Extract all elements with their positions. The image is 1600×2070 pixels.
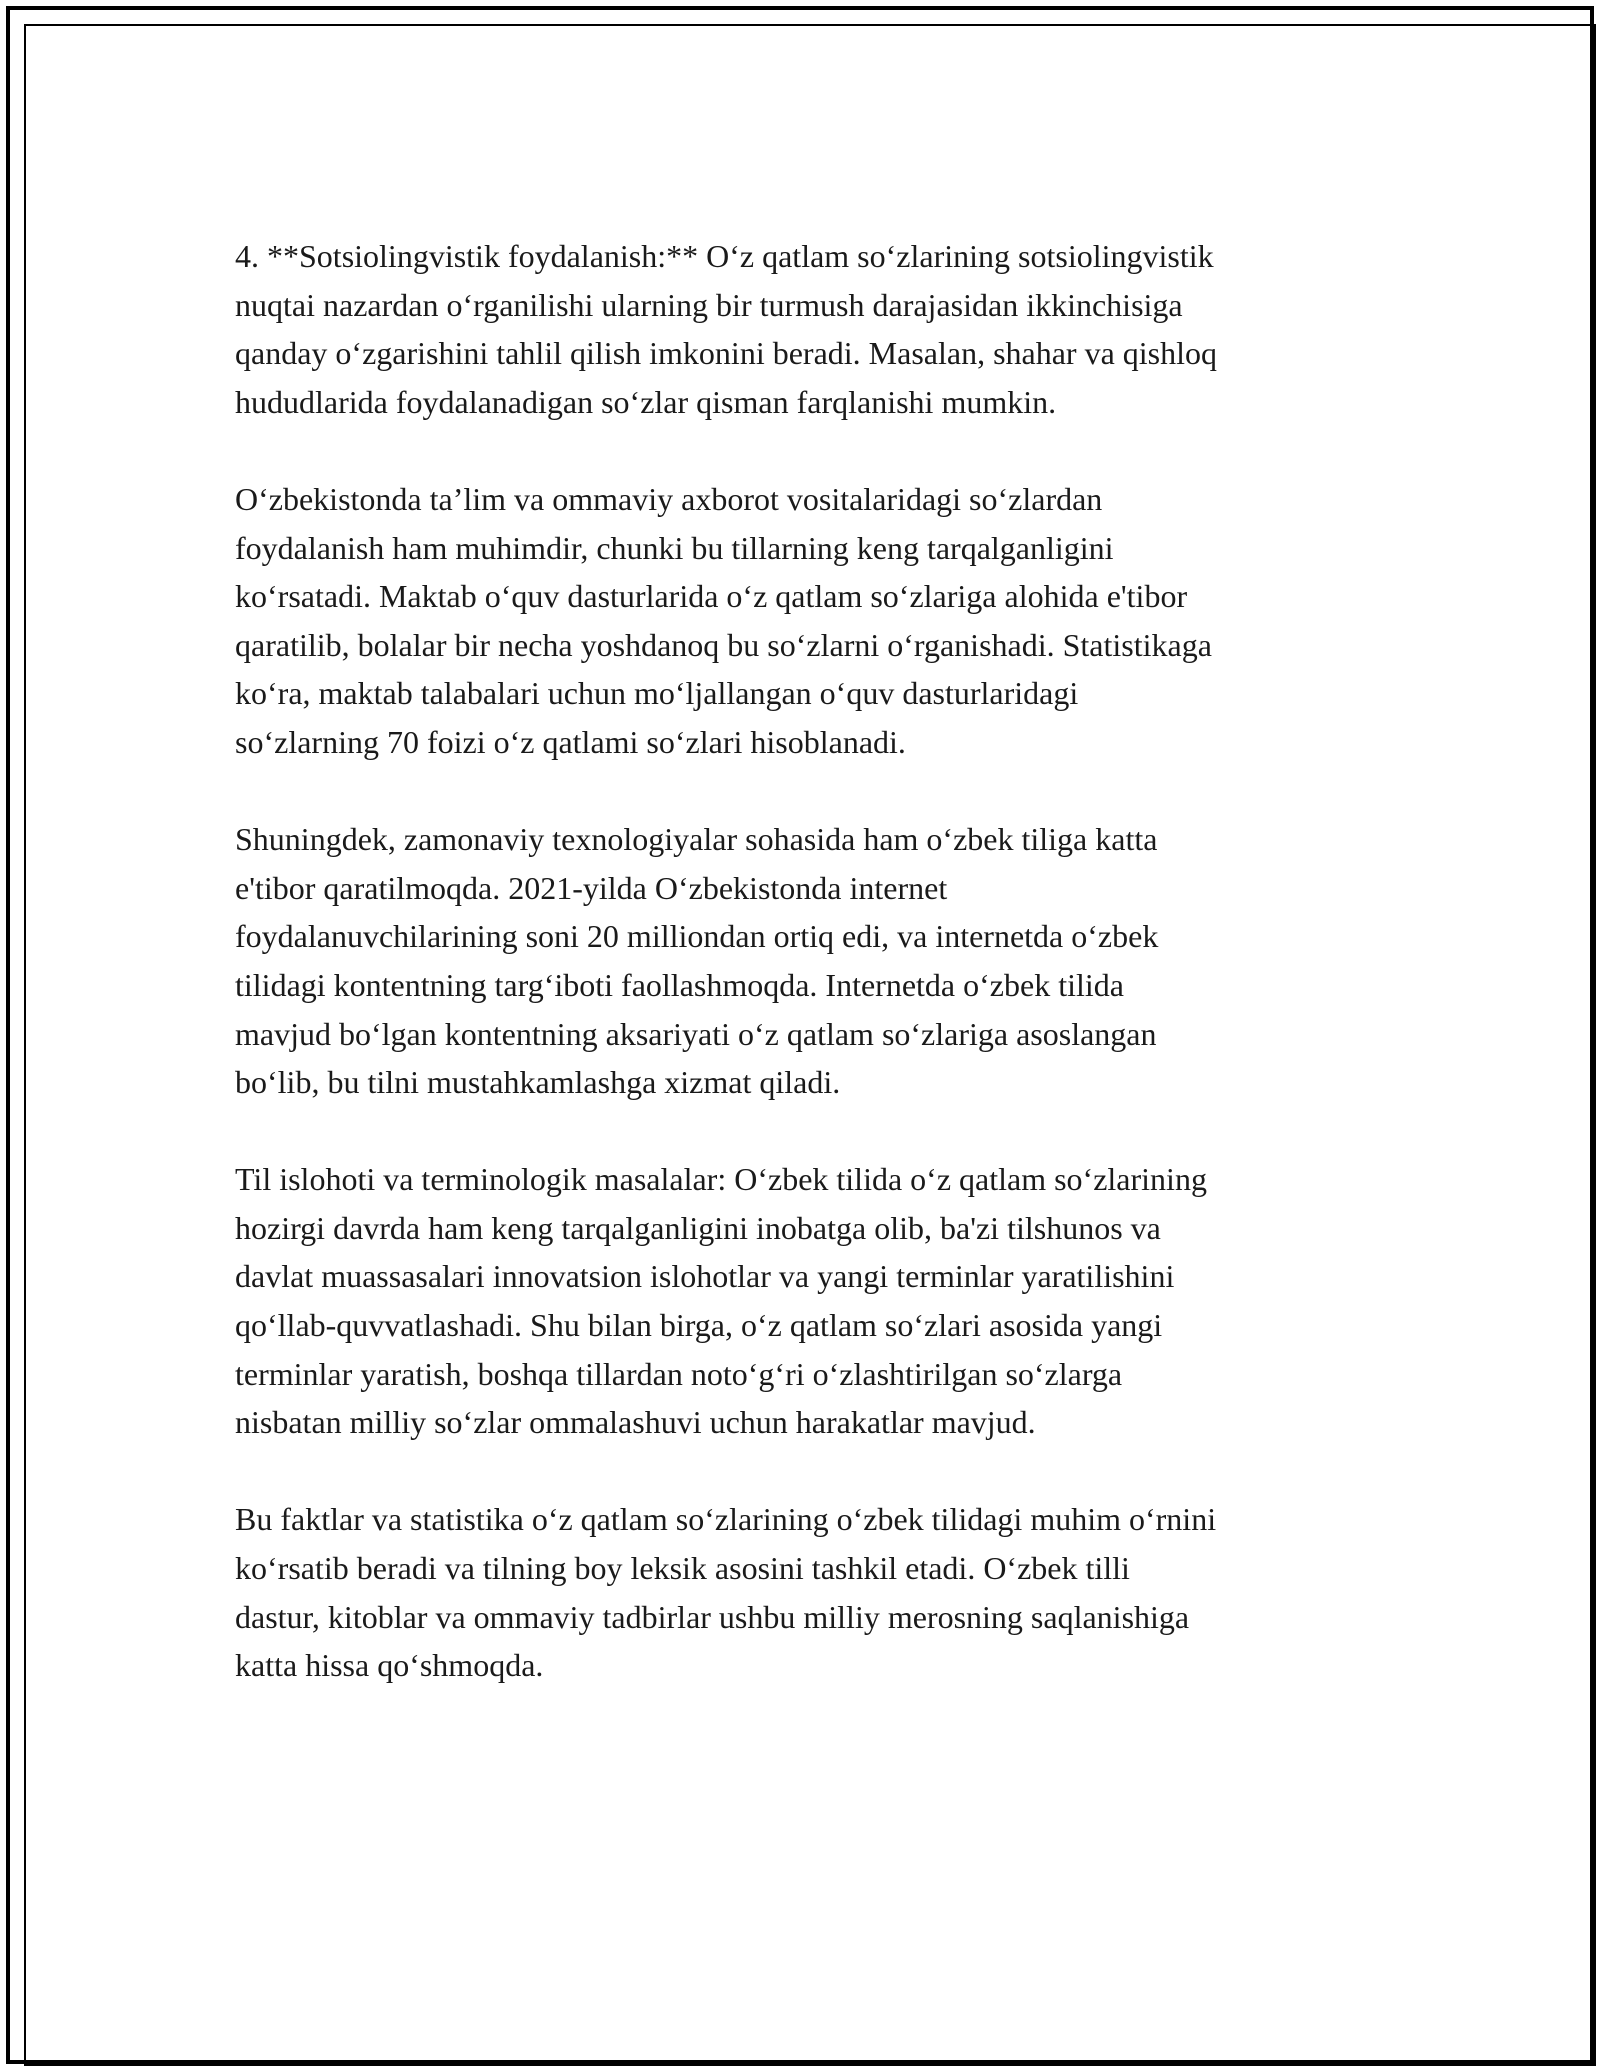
paragraph-conclusion: Bu faktlar va statistika o‘z qatlam so‘zlarining o‘zbek tilidagi muhim o‘rnini ko‘rsatib beradi va tilning boy leksik asosini tashkil etadi. O‘zbek tilli dastur, kitoblar va ommaviy tadbirlar ushbu milliy merosning saqlanishiga katta hissa qo‘shmoqda. xyxy=(235,1501,1217,1684)
paragraph-language-reform: Til islohoti va terminologik masalalar: O‘zbek tilida o‘z qatlam so‘zlarining hozirgi davrda ham keng tarqalganligini inobatga olib, ba'zi tilshunos va davlat muassasalari innovatsion islohotlar va yangi terminlar yaratilishini qo‘llab-quvvatlashadi. Shu bilan birga, o‘z qatlam so‘zlari asosida yangi terminlar yaratish, boshqa tillardan noto‘g‘ri o‘zlashtirilgan so‘zlarga nisbatan milliy so‘zlar ommalashuvi uchun harakatlar mavjud. xyxy=(235,1161,1207,1441)
paragraph-education-media: O‘zbekistonda ta’lim va ommaviy axborot vositalaridagi so‘zlardan foydalanish ham muhimdir, chunki bu tillarning keng tarqalganligini ko‘rsatadi. Maktab o‘quv dasturlarida o‘z qatlam so‘zlariga alohida e'tibor qaratilib, bolalar bir necha yoshdanoq bu so‘zlarni o‘rganishadi. Statistikaga ko‘ra, maktab talabalari uchun mo‘ljallangan o‘quv dasturlaridagi so‘zlarning 70 foizi o‘z qatlami so‘zlari hisoblanadi. xyxy=(235,480,1212,760)
paragraph-sociolinguistic-usage: 4. **Sotsiolingvistik foydalanish:** O‘z qatlam so‘zlarining sotsiolingvistik nuqtai nazardan o‘rganilishi ularning bir turmush darajasidan ikkinchisiga qanday o‘zgarishini tahlil qilish imkonini beradi. Masalan, shahar va qishloq hududlarida foydalanadigan so‘zlar qisman farqlanishi mumkin. xyxy=(235,238,1218,420)
document-body xyxy=(235,232,1365,1738)
paragraph-technology-internet: Shuningdek, zamonaviy texnologiyalar sohasida ham o‘zbek tiliga katta e'tibor qaratilmoqda. 2021-yilda O‘zbekistonda internet foydalanuvchilarining soni 20 milliondan ortiq edi, va internetda o‘zbek tilidagi kontentning targ‘iboti faollashmoqda. Internetda o‘zbek tilida mavjud bo‘lgan kontentning aksariyati o‘z qatlam so‘zlariga asoslangan bo‘lib, bu tilni mustahkamlashga xizmat qiladi. xyxy=(235,821,1159,1101)
